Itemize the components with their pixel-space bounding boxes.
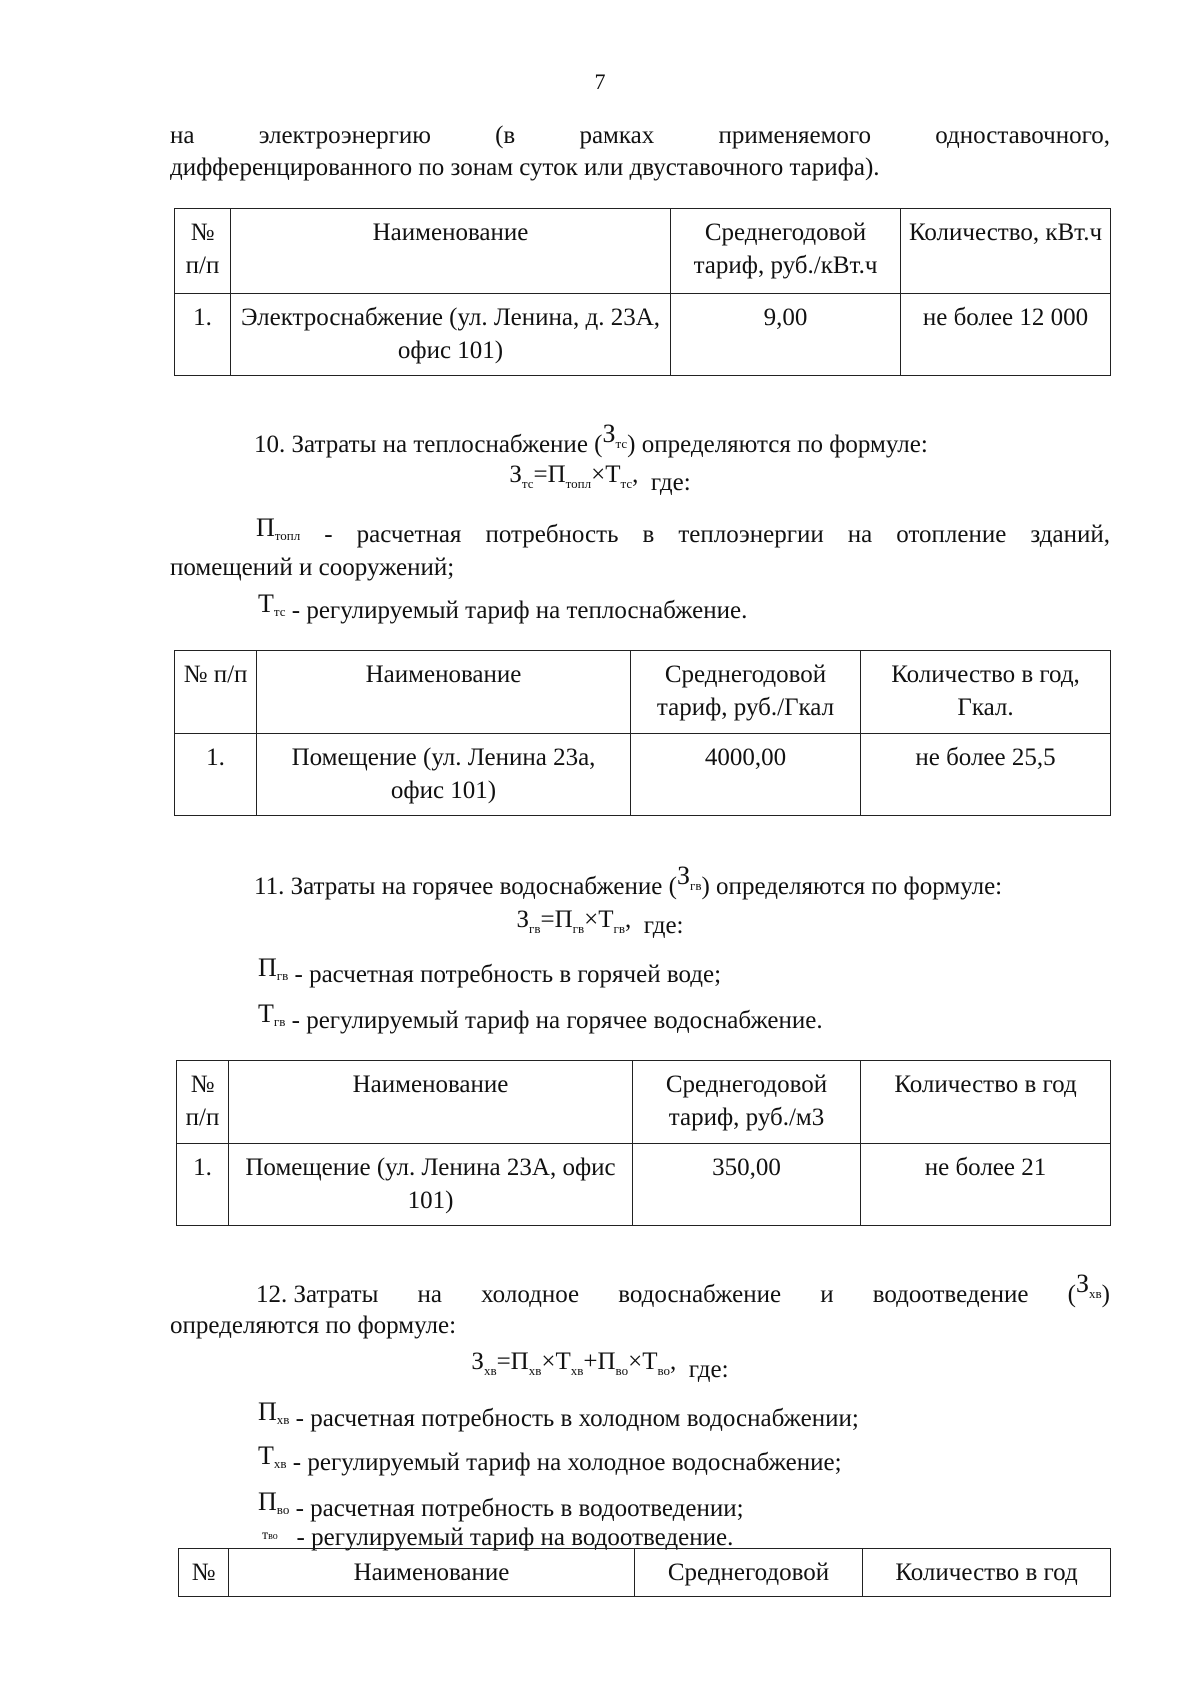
cell-name: Помещение (ул. Ленина 23А, офис 101) xyxy=(229,1144,633,1226)
header-cell-num: № п/п xyxy=(177,1061,229,1144)
table-row xyxy=(175,294,1111,376)
section-11-def-2: $Т_{гв}$ - регулируемый тариф на горячее водоснабжение. xyxy=(258,999,823,1034)
intro-word: одноставочного, xyxy=(935,122,1110,149)
header-cell-quantity: Количество в год, Гкал. xyxy=(861,651,1111,734)
table-header-row xyxy=(175,209,1111,294)
intro-word: рамках xyxy=(579,122,655,149)
table-header-row xyxy=(179,1549,1111,1597)
cell-quantity: не более 12 000 xyxy=(901,294,1111,376)
intro-line-2: дифференцированного по зонам суток или двуставочного тарифа). xyxy=(170,154,880,181)
intro-word: электроэнергию xyxy=(258,122,431,149)
section-12-def-4: $^{тво}$ - регулируемый тариф на водоотведение. xyxy=(262,1524,734,1551)
header-cell-quantity: Количество, кВт.ч xyxy=(901,209,1111,294)
cell-tariff: 9,00 xyxy=(671,294,901,376)
table-header-row xyxy=(177,1061,1111,1144)
cell-num: 1. xyxy=(177,1144,229,1226)
intro-line-1 xyxy=(170,120,1110,151)
header-cell-tariff: Среднегодовой xyxy=(635,1549,863,1597)
cell-tariff: 4000,00 xyxy=(631,734,861,816)
header-cell-tariff: Среднегодовой тариф, руб./Гкал xyxy=(631,651,861,734)
section-10-formula: $З_{тс}=П_{топл}\times Т_{тс}$, где: xyxy=(509,461,691,496)
table-header-row xyxy=(175,651,1111,734)
cold-water-table xyxy=(178,1548,1111,1597)
cell-num: 1. xyxy=(175,734,257,816)
header-cell-num: № п/п xyxy=(175,209,231,294)
table-row xyxy=(177,1144,1111,1226)
section-10-def-1-cont: помещений и сооружений; xyxy=(170,554,455,581)
header-cell-name: Наименование xyxy=(257,651,631,734)
header-cell-num: № xyxy=(179,1549,229,1597)
header-cell-name: Наименование xyxy=(231,209,671,294)
cell-tariff: 350,00 xyxy=(633,1144,861,1226)
intro-word: (в xyxy=(495,122,516,149)
z-hv-symbol: $З_{хв}$ xyxy=(1075,1269,1102,1301)
page-number: 7 xyxy=(594,69,606,94)
cell-quantity: не более 21 xyxy=(861,1144,1111,1226)
hot-water-table xyxy=(176,1060,1111,1226)
cell-name: Помещение (ул. Ленина 23а, офис 101) xyxy=(257,734,631,816)
electricity-table xyxy=(174,208,1111,376)
section-10-def-2: $Т_{тс}$ - регулируемый тариф на теплоснабжение. xyxy=(258,589,748,624)
z-ts-symbol: $З_{тс}$ xyxy=(602,419,628,451)
section-10-def-1: $П_{топл}$ - расчетная потребность в теплоэнергии на отопление зданий, xyxy=(256,513,1111,548)
cell-quantity: не более 25,5 xyxy=(861,734,1111,816)
section-11-def-1: $П_{гв}$ - расчетная потребность в горячей воде; xyxy=(258,953,722,988)
section-12-formula: $З_{хв}=П_{хв}\times Т_{хв}+П_{во}\times Т_{во}$, где: xyxy=(471,1348,729,1383)
section-12-def-2: $Т_{хв}$ - регулируемый тариф на холодное водоснабжение; xyxy=(258,1441,842,1476)
cell-name: Электроснабжение (ул. Ленина, д. 23А, офис 101) xyxy=(231,294,671,376)
intro-word: на xyxy=(170,122,195,149)
header-cell-tariff: Среднегодовой тариф, руб./кВт.ч xyxy=(671,209,901,294)
cell-num: 1. xyxy=(175,294,231,376)
header-cell-name: Наименование xyxy=(229,1549,635,1597)
section-12-def-3: $П_{во}$ - расчетная потребность в водоотведении; xyxy=(258,1487,744,1522)
header-cell-num: № п/п xyxy=(175,651,257,734)
heat-table xyxy=(174,650,1111,816)
table-row xyxy=(175,734,1111,816)
header-cell-quantity: Количество в год xyxy=(863,1549,1111,1597)
intro-word: применяемого xyxy=(718,122,872,149)
section-12-heading: 12. Затраты на холодное водоснабжение и водоотведение $(З_{хв})$ xyxy=(256,1269,1110,1308)
section-11-formula: $З_{гв}=П_{гв}\times Т_{гв}$, где: xyxy=(516,906,684,939)
section-11-heading: 11. Затраты на горячее водоснабжение $(З_{гв})$ определяются по формуле: xyxy=(254,861,1003,900)
header-cell-tariff: Среднегодовой тариф, руб./м3 xyxy=(633,1061,861,1144)
header-cell-quantity: Количество в год xyxy=(861,1061,1111,1144)
section-12-def-1: $П_{хв}$ - расчетная потребность в холодном водоснабжении; xyxy=(258,1397,859,1432)
header-cell-name: Наименование xyxy=(229,1061,633,1144)
z-gv-symbol: $З_{гв}$ xyxy=(676,861,702,893)
section-10-heading: 10. Затраты на теплоснабжение $(З_{тс})$ определяются по формуле: xyxy=(254,419,928,458)
section-12-heading-cont: определяются по формуле: xyxy=(170,1312,457,1339)
